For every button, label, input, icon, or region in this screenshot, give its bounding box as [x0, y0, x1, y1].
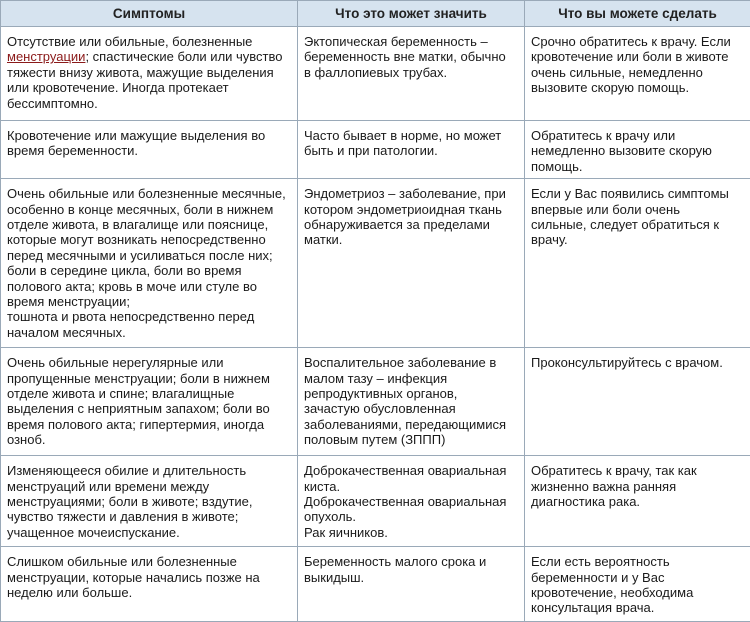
cell-action: [525, 27, 750, 121]
cell-line: кровотечение или боли в животе: [531, 49, 729, 65]
cell-meaning: [298, 348, 525, 456]
cell-line: Кровотечение или мажущие выделения во: [7, 128, 266, 143]
cell-meaning: [298, 547, 525, 622]
cell-symptoms: [1, 348, 298, 456]
cell-line: впервые или боли очень: [531, 201, 680, 217]
cell-line: Доброкачественная овариальная: [304, 494, 507, 510]
cell-line: Беременность малого срока и: [304, 554, 487, 570]
table-row: [1, 121, 750, 179]
cell-line-rest: ; спастические боли или чувство: [85, 49, 283, 65]
cell-line: Слишком обильные или болезненные: [7, 554, 237, 570]
cell-line: менструации, которые начались позже на: [7, 569, 260, 585]
cell-symptoms: [1, 27, 298, 121]
header-action: Что вы можете сделать: [525, 1, 750, 27]
cell-line: пропущенные менструации; боли в нижнем: [7, 370, 270, 386]
cell-line: выделения с неприятным запахом; боли во: [7, 401, 270, 417]
cell-line: Отсутствие или обильные, болезненные: [7, 34, 253, 49]
cell-line: очень сильные, немедленно: [531, 64, 703, 80]
cell-line: в фаллопиевых трубах.: [304, 64, 448, 80]
cell-meaning: [298, 456, 525, 547]
cell-symptoms: [1, 121, 298, 179]
cell-line: опухоль.: [304, 509, 357, 525]
cell-symptoms: [1, 456, 298, 547]
cell-action: [525, 121, 750, 179]
cell-line: котором эндометриоидная ткань: [304, 201, 502, 217]
cell-line: тяжести внизу живота, мажущие выделения: [7, 64, 274, 80]
cell-line: кровотечение, необходима: [531, 585, 694, 601]
cell-line: беременность вне матки, обычно: [304, 49, 506, 65]
cell-line: Если есть вероятность: [531, 554, 670, 570]
cell-action: [525, 348, 750, 456]
cell-line: диагностика рака.: [531, 494, 641, 510]
table-row: [1, 179, 750, 348]
cell-line: отделе живота и спине; влагалищные: [7, 386, 235, 402]
cell-action: [525, 179, 750, 348]
cell-line: отделе живота, в влагалище или пояснице,: [7, 217, 269, 233]
cell-line: учащенное мочеиспускание.: [7, 524, 180, 540]
cell-line: Очень обильные нерегулярные или: [7, 355, 224, 371]
cell-line: немедленно вызовите скорую: [531, 143, 712, 159]
cell-symptoms: [1, 547, 298, 622]
menstruation-link[interactable]: менструации: [7, 49, 86, 65]
table-header-row: [1, 1, 750, 27]
table-row: [1, 456, 750, 547]
table-row: [1, 27, 750, 121]
cell-line: врачу.: [531, 232, 568, 248]
cell-line: половым путем (ЗППП): [304, 432, 446, 448]
cell-line: боли в середине цикла, боли во время: [7, 263, 242, 279]
cell-line: перед месячными и усиливаться после них;: [7, 247, 273, 263]
cell-line: Эктопическая беременность –: [304, 34, 488, 49]
cell-line: менструациями; боли в животе; вздутие,: [7, 494, 253, 510]
cell-line: репродуктивных органов,: [304, 386, 458, 402]
table-row: [1, 348, 750, 456]
cell-line: полового акта; кровь в моче или стуле во: [7, 278, 257, 294]
cell-line: тошнота и рвота непосредственно перед: [7, 309, 255, 325]
cell-line: время полового акта; гипертермия, иногда: [7, 416, 265, 432]
cell-line: Доброкачественная овариальная: [304, 463, 507, 479]
cell-line: консультация врача.: [531, 600, 655, 616]
cell-line: Эндометриоз – заболевание, при: [304, 186, 506, 202]
cell-line: помощь.: [531, 158, 583, 174]
cell-line: Часто бывает в норме, но может: [304, 128, 502, 143]
cell-line: вызовите скорую помощь.: [531, 80, 690, 96]
cell-line: Изменяющееся обилие и длительность: [7, 463, 247, 479]
cell-line: Если у Вас появились симптомы: [531, 186, 729, 202]
cell-line: бессимптомно.: [7, 95, 98, 111]
header-meaning: Что это может значить: [298, 1, 525, 27]
cell-line: Проконсультируйтесь с врачом.: [531, 355, 723, 371]
cell-line: время менструации;: [7, 294, 131, 310]
cell-action: [525, 547, 750, 622]
cell-line: выкидыш.: [304, 569, 365, 585]
cell-line: началом месячных.: [7, 324, 126, 340]
cell-line: Обратитесь к врачу, так как: [531, 463, 697, 479]
cell-action: [525, 456, 750, 547]
cell-symptoms: [1, 179, 298, 348]
cell-line: малом тазу – инфекция: [304, 370, 448, 386]
header-symptoms: Симптомы: [1, 1, 298, 27]
cell-line: Воспалительное заболевание в: [304, 355, 497, 371]
cell-meaning: [298, 179, 525, 348]
cell-line: озноб.: [7, 432, 46, 448]
cell-line: [7, 49, 291, 64]
cell-line: особенно в конце месячных, боли в нижнем: [7, 201, 274, 217]
cell-line: зачастую обусловленная: [304, 401, 456, 417]
table-row: [1, 547, 750, 622]
cell-line: или кровотечение. Иногда протекает: [7, 80, 229, 96]
cell-line: сильные, следует обратиться к: [531, 217, 720, 233]
cell-line: Рак яичников.: [304, 524, 388, 540]
cell-line: обнаруживается за пределами: [304, 217, 490, 233]
cell-line: неделю или больше.: [7, 585, 133, 601]
cell-line: киста.: [304, 478, 341, 494]
cell-line: быть и при патологии.: [304, 143, 438, 159]
cell-line: Очень обильные или болезненные месячные,: [7, 186, 286, 202]
cell-line: Обратитесь к врачу или: [531, 128, 676, 143]
cell-line: Срочно обратитесь к врачу. Если: [531, 34, 731, 49]
cell-line: менструаций или времени между: [7, 478, 210, 494]
cell-meaning: [298, 121, 525, 179]
cell-line: беременности и у Вас: [531, 569, 665, 585]
cell-meaning: [298, 27, 525, 121]
cell-line: матки.: [304, 232, 343, 248]
cell-line: чувство тяжести и давления в животе;: [7, 509, 239, 525]
cell-line: жизненно важна ранняя: [531, 478, 677, 494]
cell-line: заболеваниями, передающимися: [304, 416, 506, 432]
cell-line: которые могут возникать непосредственно: [7, 232, 266, 248]
cell-line: время беременности.: [7, 143, 139, 159]
